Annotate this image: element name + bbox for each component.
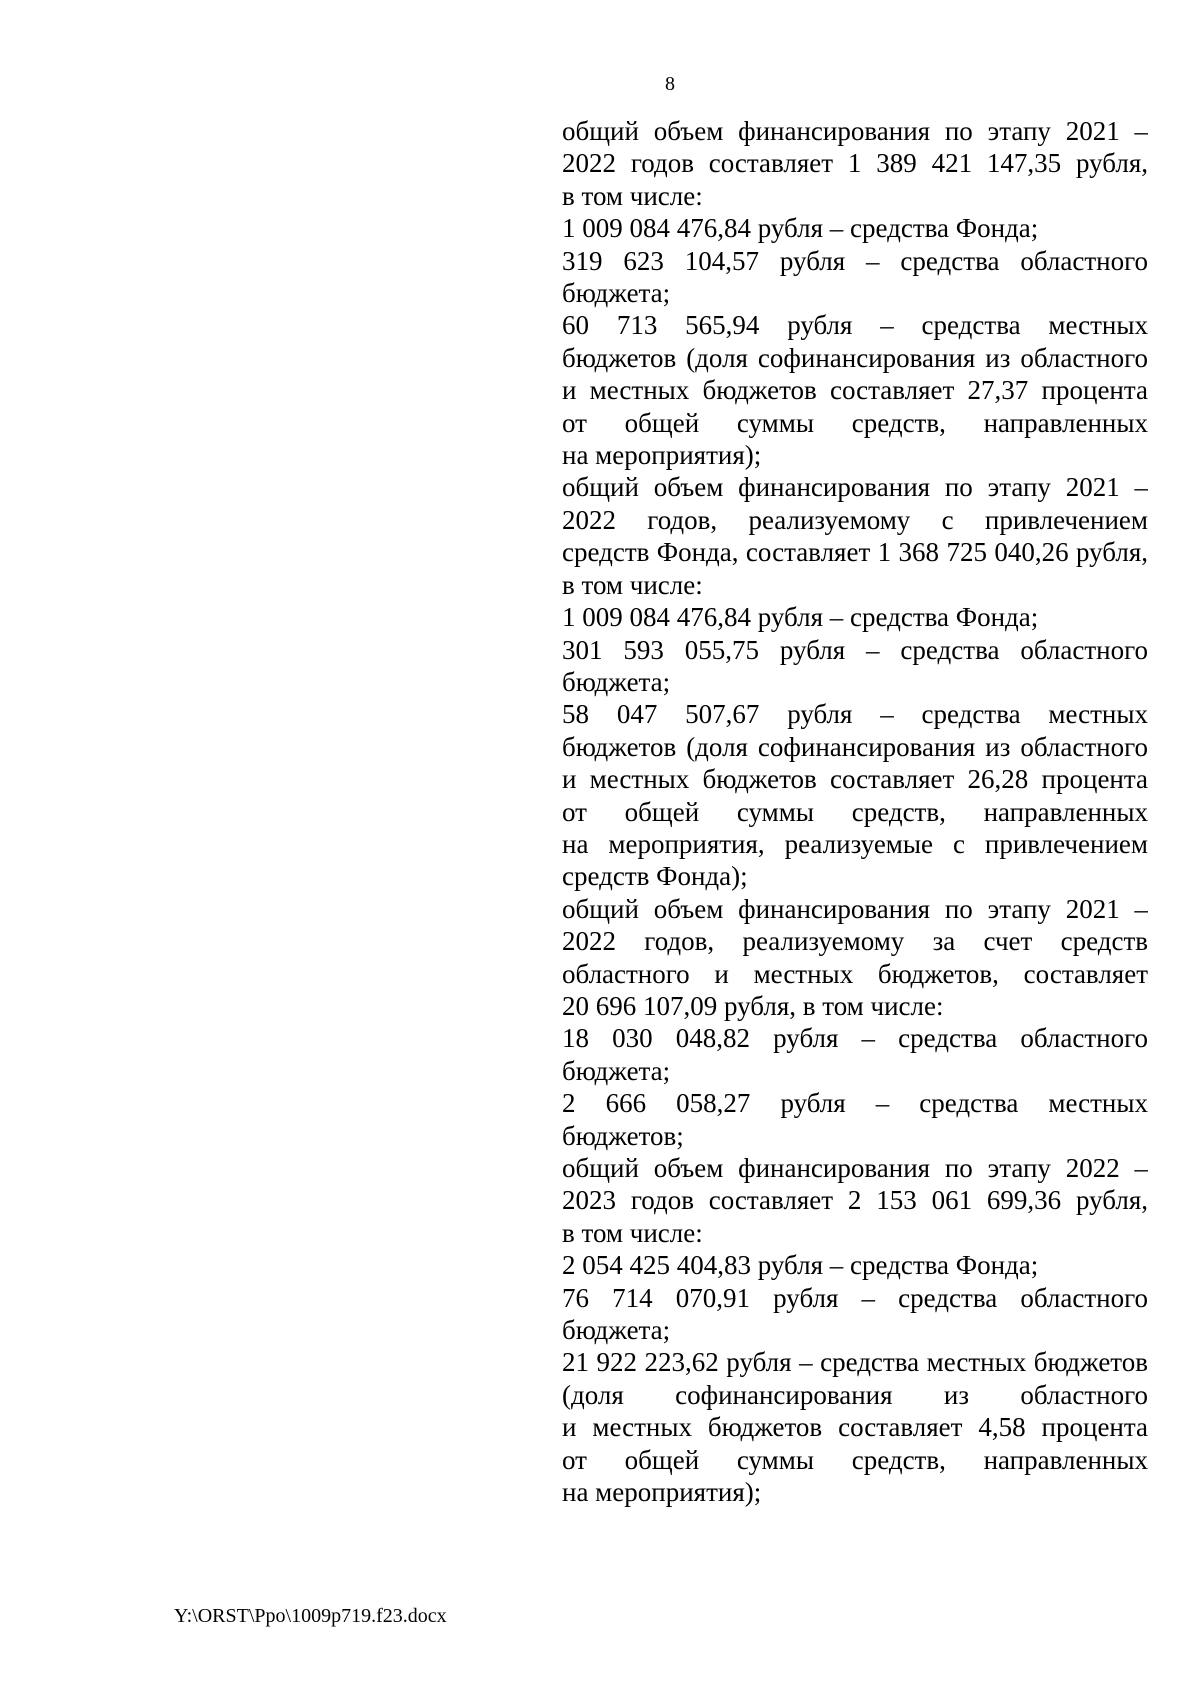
text-line: бюджета; — [562, 1055, 671, 1086]
text-line: 2022 годов, реализуемому за счет средств — [562, 926, 1148, 957]
text-line: и местных бюджетов составляет 4,58 процента — [562, 1412, 1148, 1443]
text-line: 2022 годов составляет 1 389 421 147,35 рубля, — [562, 148, 1148, 179]
text-line: 2022 годов, реализуемому с привлечением — [562, 504, 1148, 535]
text-line: 301 593 055,75 рубля – средства областного — [562, 634, 1148, 665]
text-line: бюджета; — [562, 278, 671, 309]
text-line: на мероприятия); — [562, 1477, 762, 1508]
text-line: 2023 годов составляет 2 153 061 699,36 рубля, — [562, 1185, 1148, 1216]
text-line: 1 009 084 476,84 рубля – средства Фонда; — [562, 602, 1039, 633]
text-line: 76 714 070,91 рубля – средства областного — [562, 1282, 1148, 1313]
text-line: средств Фонда, составляет 1 368 725 040,26 рубля, — [562, 537, 1148, 568]
text-line: 1 009 084 476,84 рубля – средства Фонда; — [562, 213, 1039, 244]
text-line: (доля софинансирования из областного — [562, 1379, 1148, 1410]
text-line: 2 054 425 404,83 рубля – средства Фонда; — [562, 1250, 1039, 1281]
text-line: от общей суммы средств, направленных — [562, 407, 1148, 438]
text-line: 2 666 058,27 рубля – средства местных — [562, 1088, 1148, 1119]
text-line: бюджетов (доля софинансирования из областного — [562, 342, 1148, 373]
text-line: 319 623 104,57 рубля – средства областного — [562, 245, 1148, 276]
text-line: бюджета; — [562, 666, 671, 697]
text-line: 21 922 223,62 рубля – средства местных бюджетов — [562, 1347, 1148, 1378]
body-text-column — [562, 115, 1148, 1508]
text-line: 58 047 507,67 рубля – средства местных — [562, 699, 1148, 730]
text-line: в том числе: — [562, 180, 703, 211]
text-line: бюджетов (доля софинансирования из областного — [562, 731, 1148, 762]
text-line: общий объем финансирования по этапу 2021 – — [562, 893, 1148, 924]
text-line: от общей суммы средств, направленных — [562, 1444, 1148, 1475]
text-line: 20 696 107,09 рубля, в том числе: — [562, 990, 944, 1021]
text-line: в том числе: — [562, 1217, 703, 1248]
text-line: бюджета; — [562, 1315, 671, 1346]
text-line: и местных бюджетов составляет 26,28 процента — [562, 764, 1148, 795]
text-line: в том числе: — [562, 569, 703, 600]
text-line: общий объем финансирования по этапу 2022 – — [562, 1153, 1148, 1183]
file-path-footer: Y:\ORST\Ppo\1009p719.f23.docx — [174, 1605, 447, 1627]
text-line: общий объем финансирования по этапу 2021 – — [562, 116, 1148, 146]
page-number: 8 — [665, 73, 675, 95]
text-line: на мероприятия); — [562, 440, 762, 471]
text-line: средств Фонда); — [562, 861, 748, 892]
text-line: 60 713 565,94 рубля – средства местных — [562, 310, 1148, 341]
text-line: бюджетов; — [562, 1120, 684, 1151]
text-line: общий объем финансирования по этапу 2021 – — [562, 472, 1148, 503]
text-line: и местных бюджетов составляет 27,37 процента — [562, 375, 1148, 406]
text-line: на мероприятия, реализуемые с привлечением — [562, 828, 1148, 859]
text-line: 18 030 048,82 рубля – средства областного — [562, 1023, 1148, 1054]
text-line: от общей суммы средств, направленных — [562, 796, 1148, 827]
text-line: областного и местных бюджетов, составляет — [562, 958, 1148, 989]
